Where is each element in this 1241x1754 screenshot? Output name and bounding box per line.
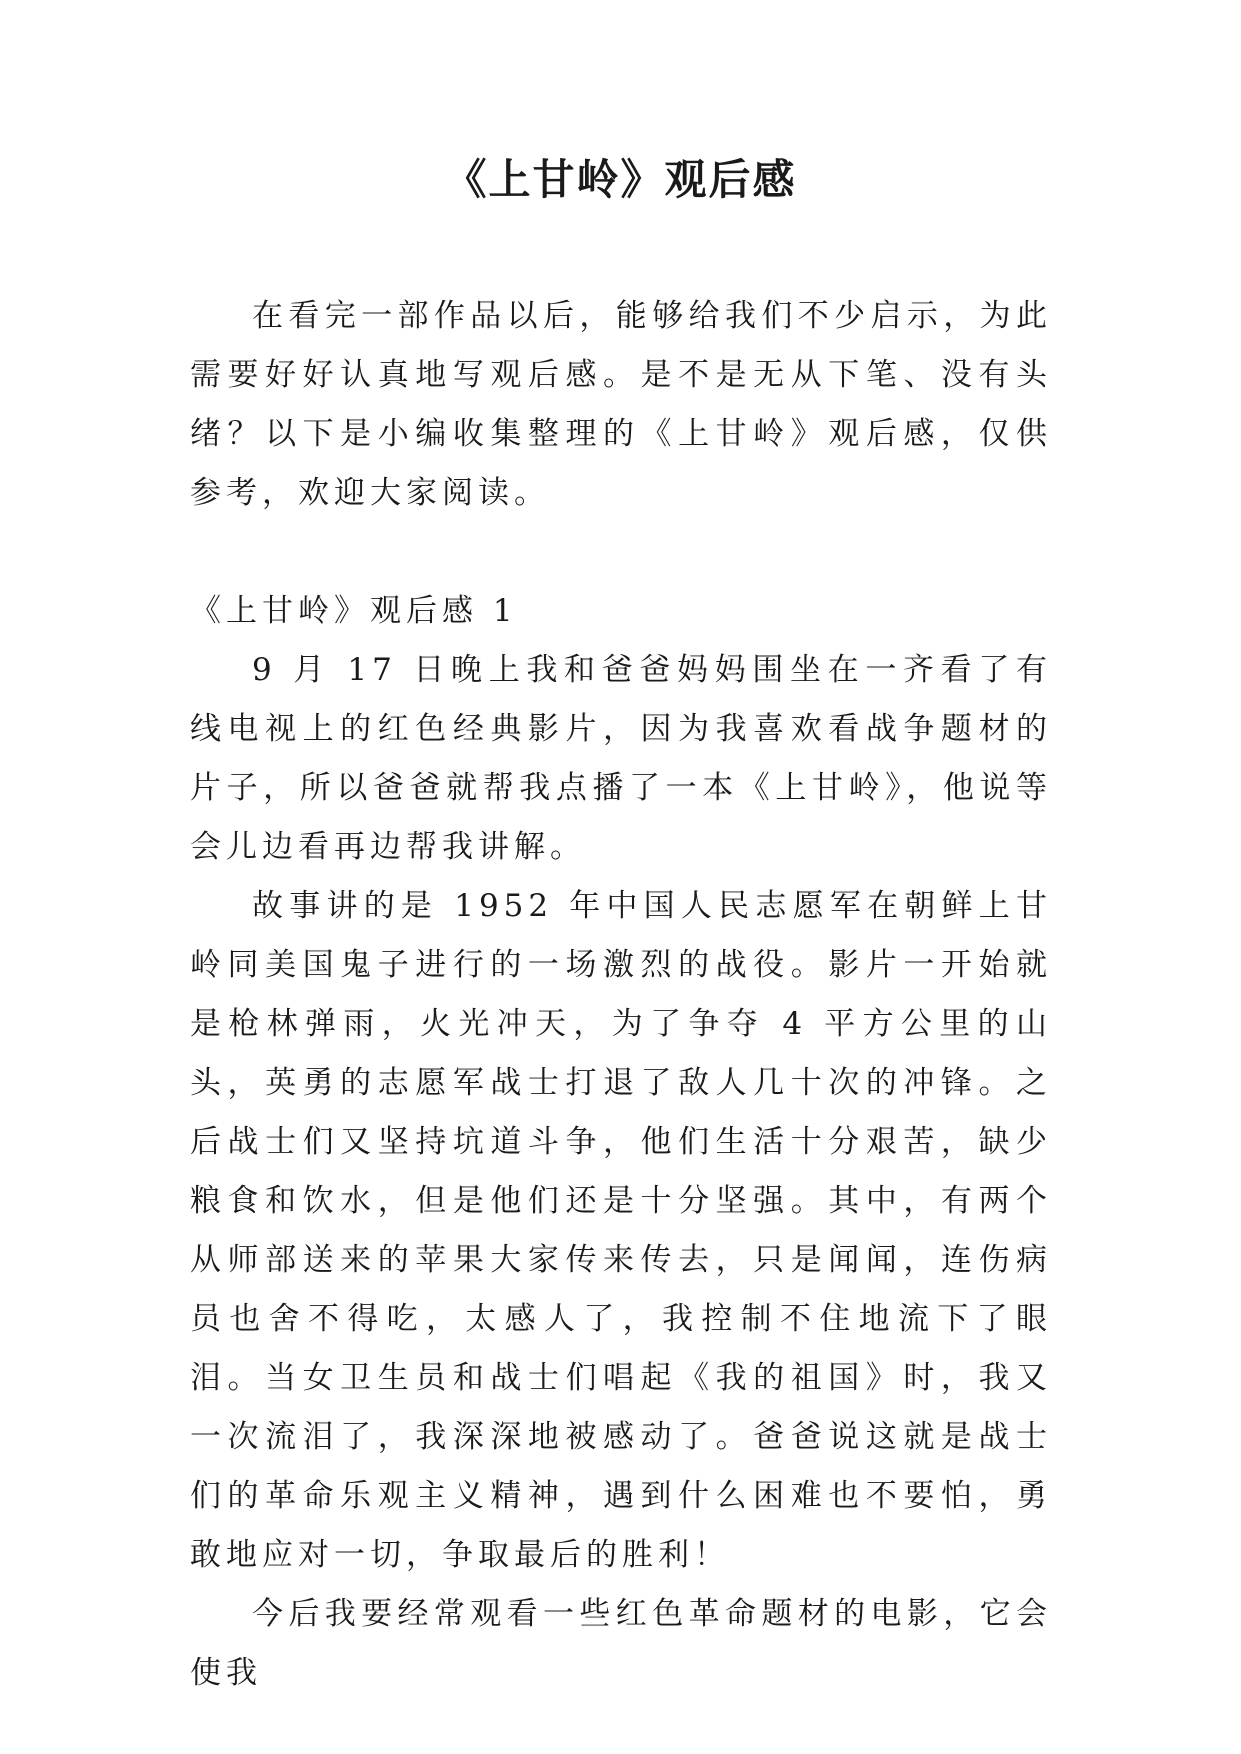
page-title: 《上甘岭》观后感 [444,155,797,204]
body-paragraph-3: 今后我要经常观看一些红色革命题材的电影，它会使我 [190,1596,1052,1691]
section-heading: 《上甘岭》观后感 1 [190,593,518,629]
blank-line [190,523,1052,582]
body-paragraph-2: 故事讲的是 1952 年中国人民志愿军在朝鲜上甘岭同美国鬼子进行的一场激烈的战役。影片一开始就是枪林弹雨，火光冲天，为了争夺 4 平方公里的山头，英勇的志愿军战士打退了敌人几十次的冲锋。之后战士们又坚持坑道斗争，他们生活十分艰苦，缺少粮食和饮水，但是他们还是十分坚强。其中，有两个从师部送来的苹果大家传来传去，只是闻闻，连伤病员也舍不得吃，太感人了，我控制不住地流下了眼泪。当女卫生员和战士们唱起《我的祖国》时，我又一次流泪了，我深深地被感动了。爸爸说这就是战士们的革命乐观主义精神，遇到什么困难也不要怕，勇敢地应对一切，争取最后的胜利！ [190,888,1052,1573]
document-body [190,287,1052,1703]
body-paragraph-1: 9 月 17 日晚上我和爸爸妈妈围坐在一齐看了有线电视上的红色经典影片，因为我喜欢看战争题材的片子，所以爸爸就帮我点播了一本《上甘岭》，他说等会儿边看再边帮我讲解。 [190,652,1052,865]
intro-paragraph: 在看完一部作品以后，能够给我们不少启示，为此需要好好认真地写观后感。是不是无从下笔、没有头绪？以下是小编收集整理的《上甘岭》观后感，仅供参考，欢迎大家阅读。 [190,298,1052,511]
